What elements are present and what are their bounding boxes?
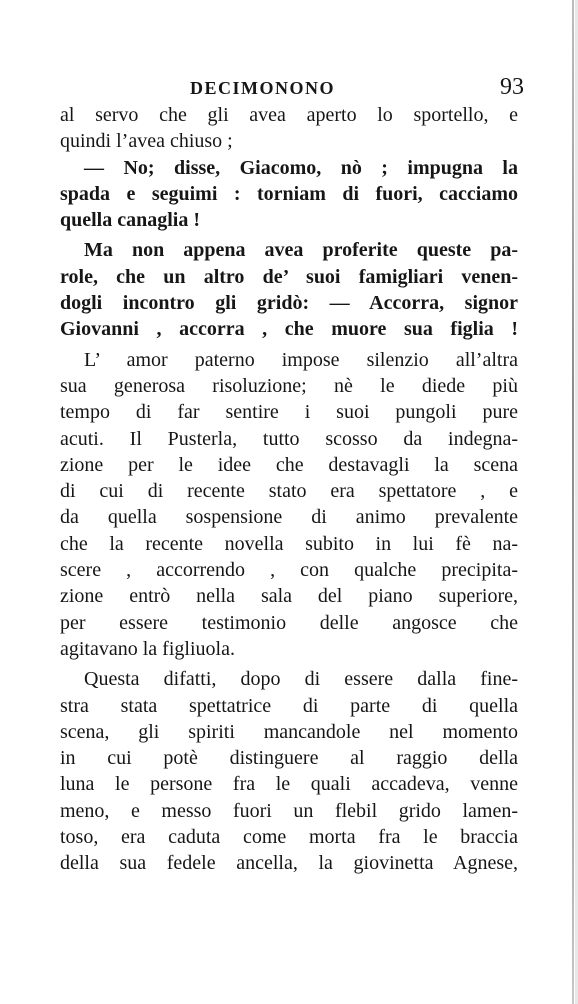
text-line: stra stata spettatrice di parte di quella bbox=[60, 694, 518, 717]
text-line: agitavano la figliuola. bbox=[60, 637, 235, 660]
page-number: 93 bbox=[500, 74, 524, 100]
text-line: role, che un altro de’ suoi famigliari venen- bbox=[60, 265, 518, 288]
running-title: DECIMONONO bbox=[190, 78, 335, 98]
text-line: Giovanni , accorra , che muore sua figlia ! bbox=[60, 318, 518, 341]
text-line: tempo di far sentire i suoi pungoli pure bbox=[60, 401, 518, 424]
text-line: zione per le idee che destavagli la scena bbox=[60, 453, 518, 476]
text-line: di cui di recente stato era spettatore , e bbox=[60, 480, 518, 503]
text-line: sua generosa risoluzione; nè le diede più bbox=[60, 374, 518, 397]
page-header bbox=[60, 74, 524, 104]
text-line: scere , accorrendo , con qualche precipita- bbox=[60, 559, 518, 582]
text-line: zione entrò nella sala del piano superiore, bbox=[60, 585, 518, 608]
text-line: scena, gli spiriti mancandole nel momento bbox=[60, 720, 518, 743]
text-line: quella canaglia ! bbox=[60, 209, 201, 232]
text-line: meno, e messo fuori un flebil grido lamen- bbox=[60, 799, 518, 822]
text-line: dogli incontro gli gridò: — Accorra, signor bbox=[60, 292, 518, 315]
text-line: L’ amor paterno impose silenzio all’altra bbox=[84, 348, 518, 371]
text-line: — No; disse, Giacomo, nò ; impugna la bbox=[84, 156, 518, 179]
text-line: della sua fedele ancella, la giovinetta Agnese, bbox=[60, 852, 518, 875]
text-line: in cui potè distinguere al raggio della bbox=[60, 747, 518, 770]
body-text bbox=[60, 102, 518, 877]
text-line: al servo che gli avea aperto lo sportello, e bbox=[60, 104, 518, 126]
text-line: spada e seguimi : torniam di fuori, cacciamo bbox=[60, 182, 518, 205]
text-line: quindi l’avea chiuso ; bbox=[60, 130, 233, 153]
text-line: da quella sospensione di animo prevalente bbox=[60, 506, 518, 529]
text-line: Questa difatti, dopo di essere dalla fine- bbox=[84, 668, 518, 691]
text-line: Ma non appena avea proferite queste pa- bbox=[84, 239, 518, 262]
text-line: luna le persone fra le quali accadeva, venne bbox=[60, 773, 518, 796]
text-line: che la recente novella subito in lui fè na- bbox=[60, 532, 518, 555]
text-line: acuti. Il Pusterla, tutto scosso da indegna- bbox=[60, 427, 518, 450]
text-line: toso, era caduta come morta fra le braccia bbox=[60, 826, 518, 849]
page-edge bbox=[572, 0, 574, 1004]
text-line: per essere testimonio delle angosce che bbox=[60, 611, 518, 634]
